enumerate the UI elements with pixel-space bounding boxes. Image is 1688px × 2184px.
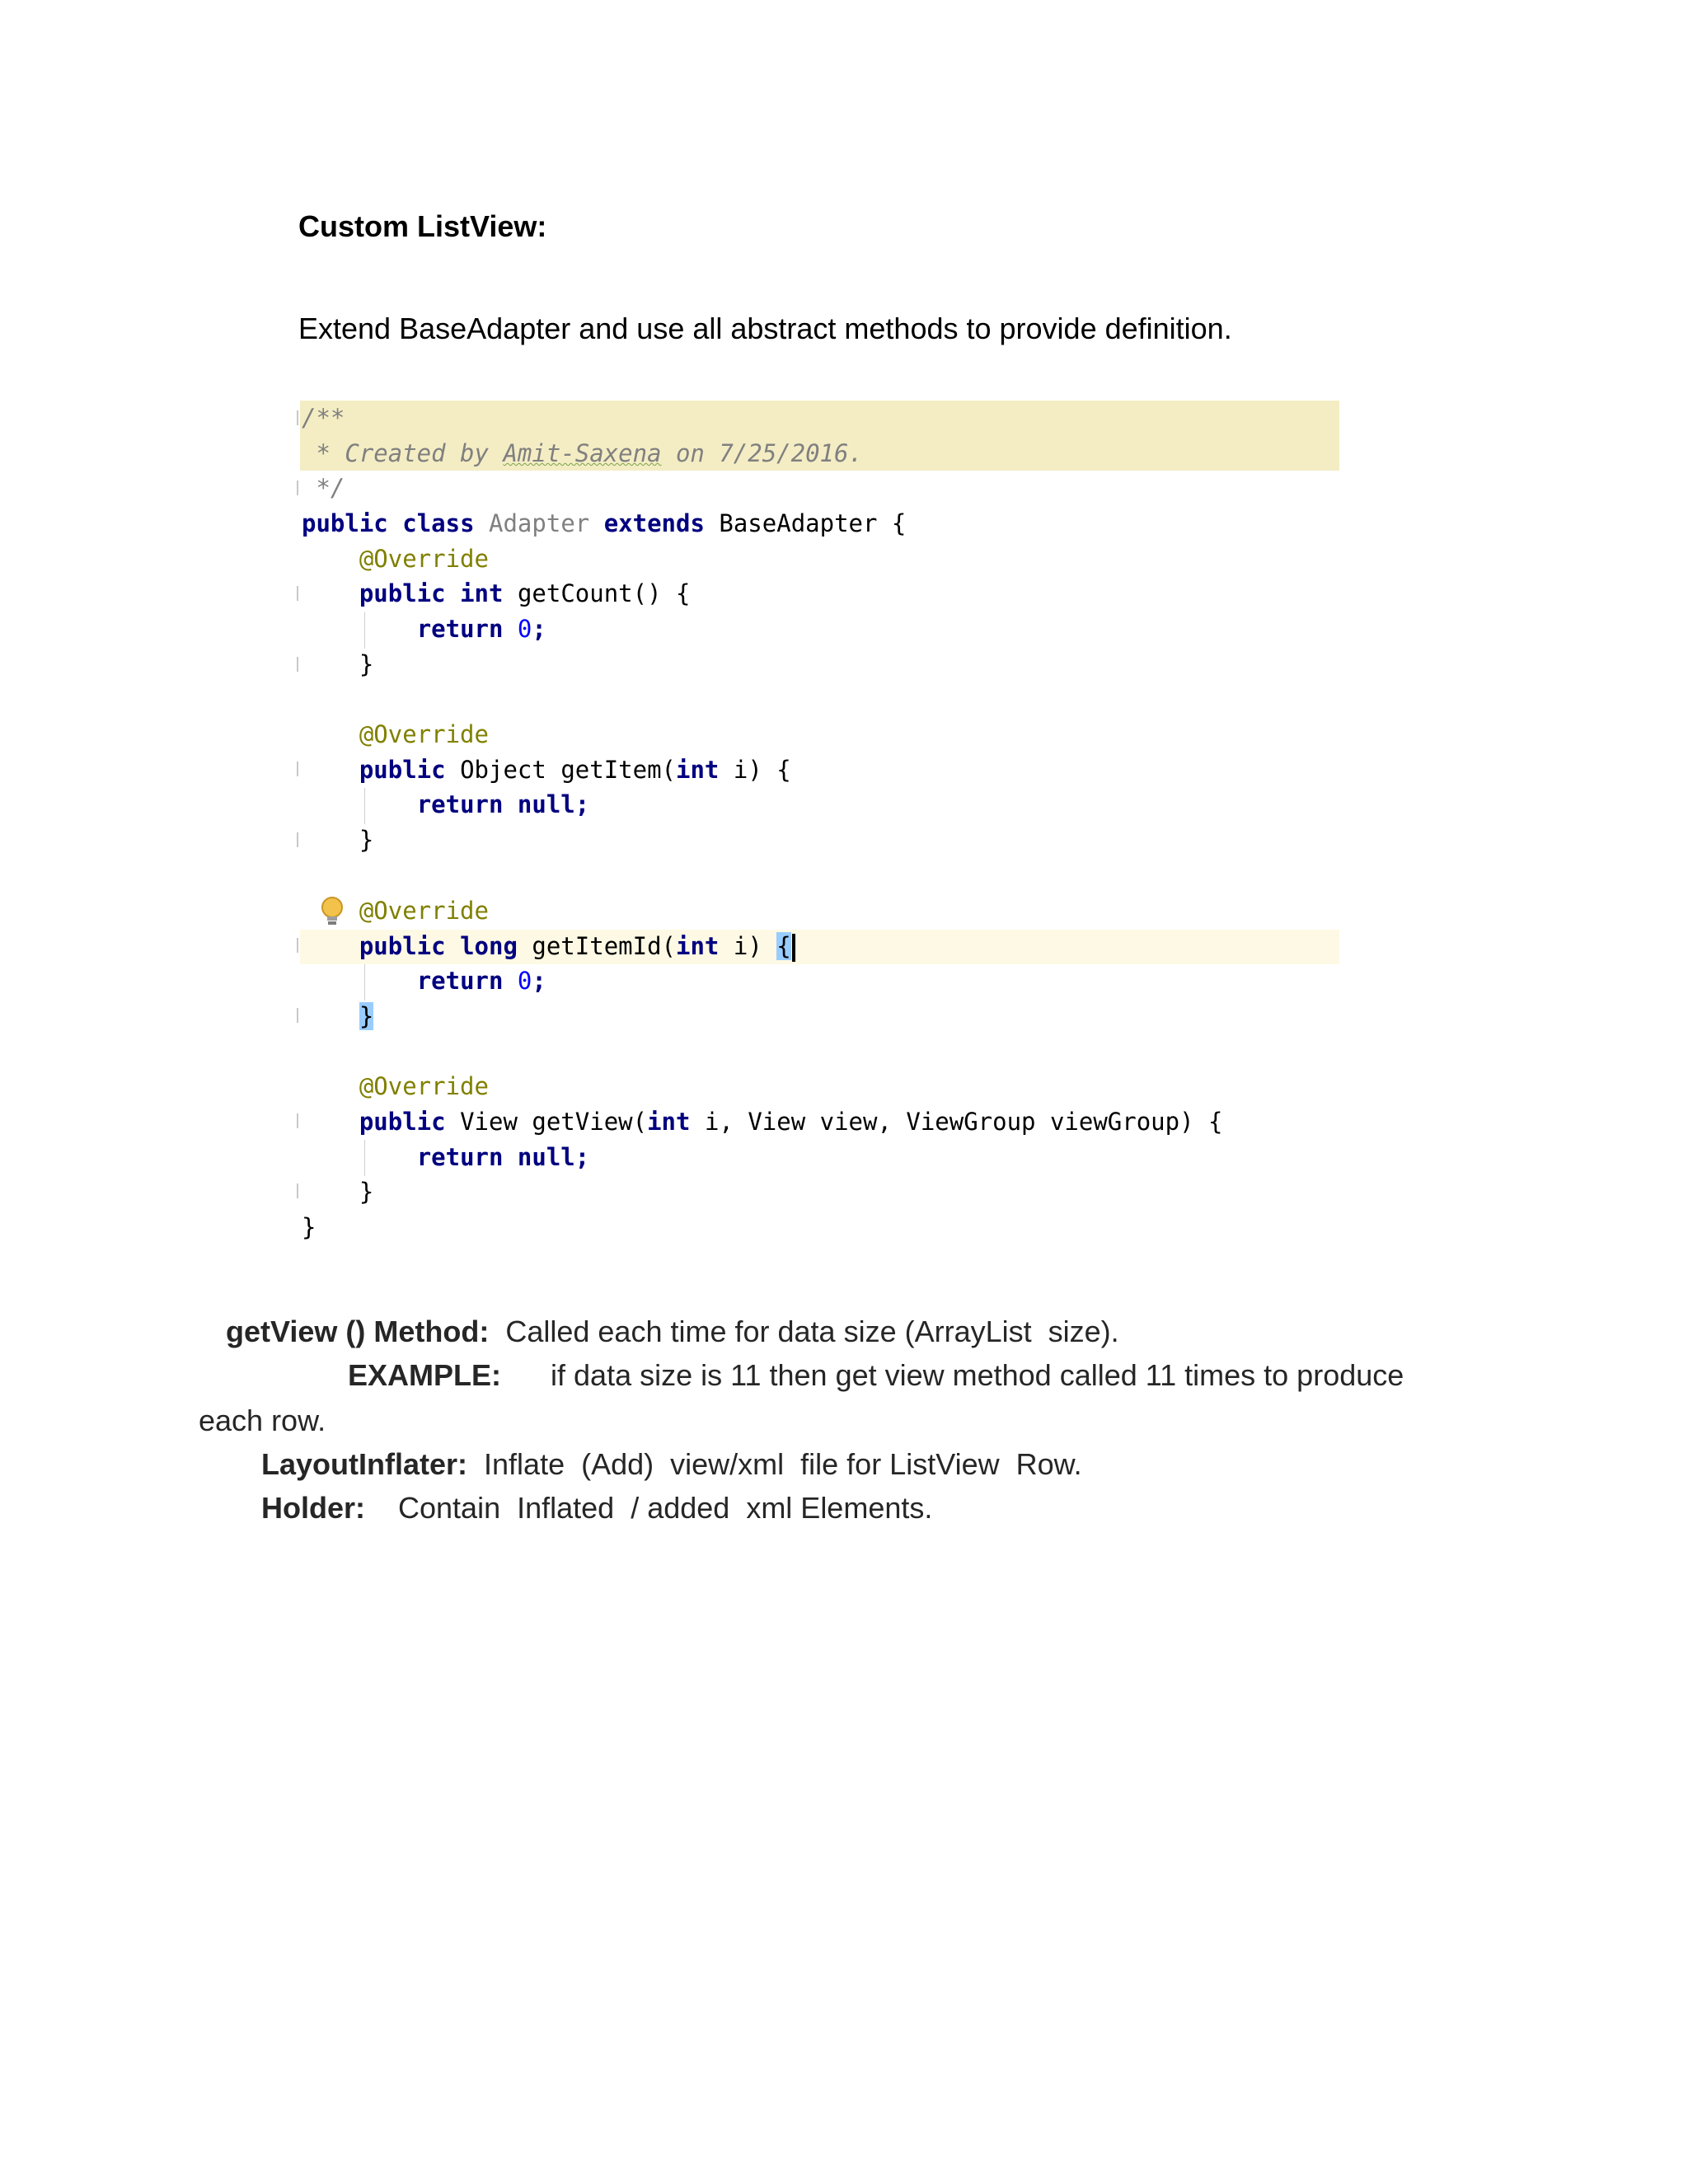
code-line: public Object getItem(int i) { <box>359 756 791 784</box>
fold-marker[interactable] <box>297 938 298 953</box>
fold-marker[interactable] <box>297 1183 298 1198</box>
code-line-class-declaration: public class Adapter extends BaseAdapter { <box>302 509 907 537</box>
getview-description <box>226 1315 1119 1349</box>
code-line: } <box>302 1213 316 1241</box>
code-line: @Override <box>359 720 489 748</box>
getview-label: getView () Method: <box>226 1315 490 1348</box>
code-line: @Override <box>359 545 489 573</box>
code-line: } <box>359 650 374 678</box>
code-line: @Override <box>359 1072 489 1100</box>
code-line: return 0; <box>416 967 546 995</box>
holder-text: Contain Inflated / added xml Elements. <box>398 1491 933 1525</box>
getview-text: Called each time for data size (ArrayList size). <box>505 1315 1119 1348</box>
matched-open-brace: { <box>776 932 791 960</box>
code-line: /** <box>302 404 345 432</box>
code-line: } <box>359 826 374 854</box>
code-line: */ <box>302 474 345 502</box>
page-heading: Custom ListView: <box>298 209 547 243</box>
code-line: } <box>359 1178 374 1206</box>
fold-marker[interactable] <box>297 832 298 847</box>
code-line: return 0; <box>416 615 546 643</box>
code-line: * Created by Amit-Saxena on 7/25/2016. <box>302 439 863 467</box>
fold-marker[interactable] <box>297 1008 298 1023</box>
fold-marker[interactable] <box>297 480 298 495</box>
fold-marker[interactable] <box>297 762 298 776</box>
example-label: EXAMPLE: <box>348 1358 502 1392</box>
code-line: @Override <box>359 897 489 925</box>
intro-text: Extend BaseAdapter and use all abstract methods to provide definition. <box>298 312 1232 345</box>
fold-marker[interactable] <box>297 586 298 601</box>
fold-marker[interactable] <box>297 1113 298 1128</box>
holder-label: Holder: <box>261 1491 365 1525</box>
inflater-description <box>261 1447 1082 1482</box>
example-description <box>348 1358 1404 1393</box>
code-line: public View getView(int i, View view, ViewGroup viewGroup) { <box>359 1108 1223 1136</box>
code-line-current[interactable]: public long getItemId(int i) { <box>302 929 795 964</box>
example-text: if data size is 11 then get view method called 11 times to produce <box>551 1358 1404 1392</box>
holder-description <box>261 1491 932 1526</box>
code-line <box>302 999 373 1034</box>
example-continuation: each row. <box>199 1404 326 1437</box>
inflater-label: LayoutInflater: <box>261 1447 468 1481</box>
fold-marker[interactable] <box>297 657 298 672</box>
code-line: return null; <box>416 1143 590 1171</box>
inflater-text: Inflate (Add) view/xml file for ListView Row. <box>484 1447 1082 1481</box>
code-line: public int getCount() { <box>359 579 691 607</box>
code-line: return null; <box>416 790 590 818</box>
text-cursor <box>792 934 795 962</box>
fold-marker[interactable] <box>297 410 298 425</box>
code-screenshot <box>300 401 1339 1258</box>
matched-close-brace: } <box>359 1002 374 1030</box>
